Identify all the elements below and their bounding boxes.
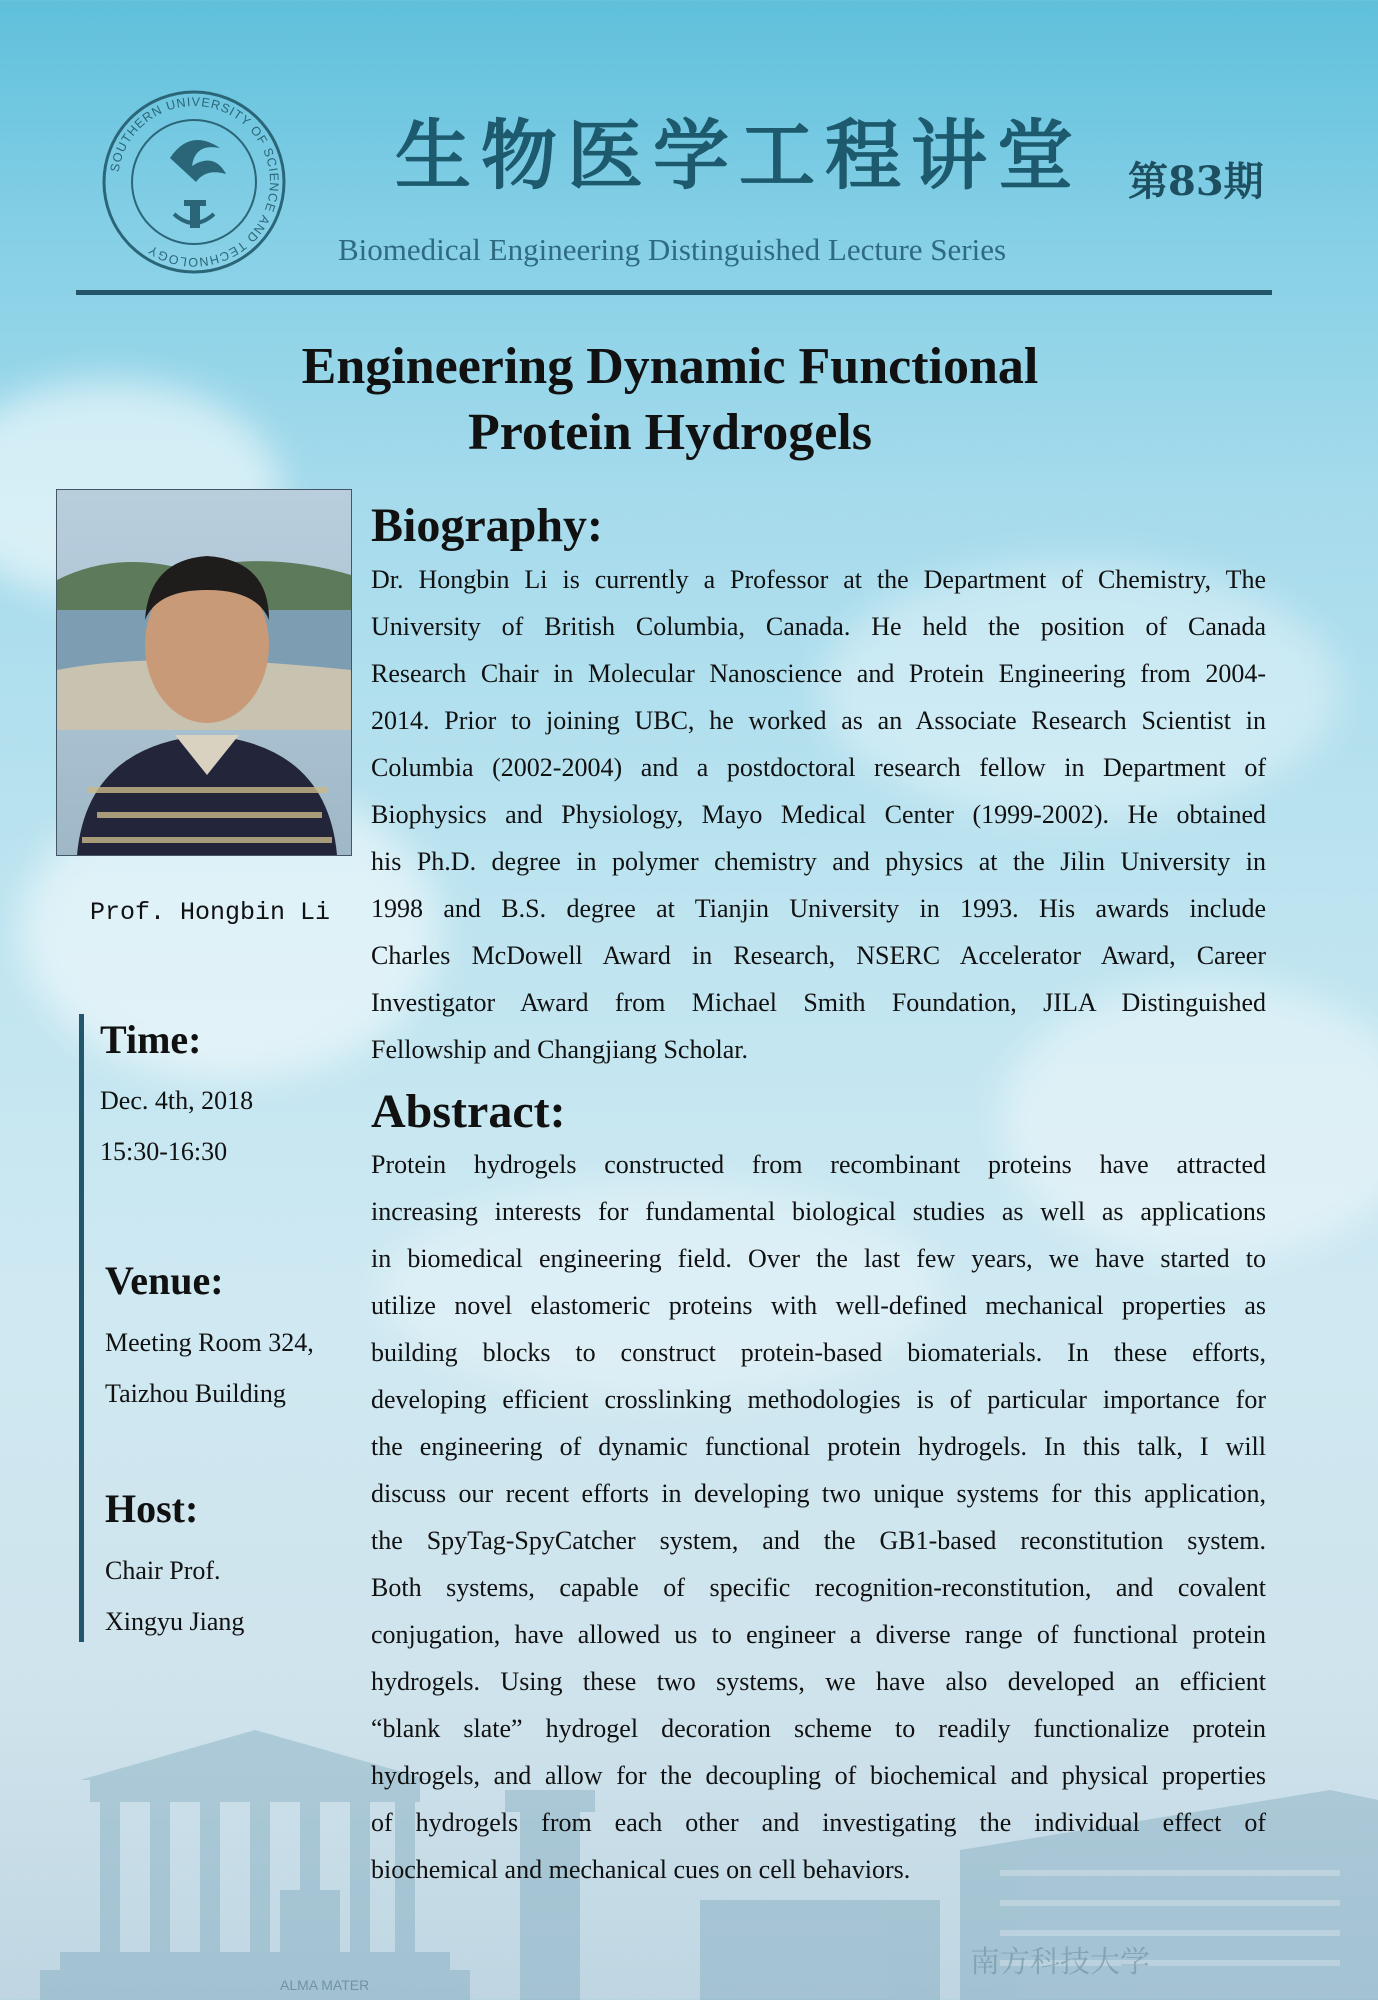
biography-line: his Ph.D. degree in polymer chemistry and physics at the Jilin University in [371,847,1266,876]
issue-number: 第83期 [1128,158,1264,205]
biography-line: Investigator Award from Michael Smith Foundation, JILA Distinguished [371,988,1266,1017]
biography-heading: Biography: [371,499,604,552]
biography-line: Research Chair in Molecular Nanoscience and Protein Engineering from 2004- [371,659,1266,688]
abstract-line: developing efficient crosslinking methodologies is of particular importance for [371,1385,1266,1414]
abstract-line: “blank slate” hydrogel decoration scheme to readily functionalize protein [371,1714,1266,1743]
abstract-line: the engineering of dynamic functional protein hydrogels. In this talk, I will [371,1432,1266,1461]
abstract-line: the SpyTag-SpyCatcher system, and the GB1-based reconstitution system. [371,1526,1266,1555]
lecture-title-line: Engineering Dynamic Functional [301,338,1039,395]
biography-line: Biophysics and Physiology, Mayo Medical Center (1999-2002). He obtained [371,800,1266,829]
venue-line: Meeting Room 324, [105,1328,314,1357]
venue-heading: Venue: [105,1258,224,1303]
statue-plaque: ALMA MATER [280,1977,370,1993]
speaker-photo [56,489,352,856]
biography-line: Columbia (2002-2004) and a postdoctoral research fellow in Department of [371,753,1266,782]
calligraphy-watermark: 南方科技大学 [970,1945,1150,1980]
abstract-line: hydrogels. Using these two systems, we have also developed an efficient [371,1667,1266,1696]
abstract-line: discuss our recent efforts in developing two unique systems for this application, [371,1479,1266,1508]
abstract-line: conjugation, have allowed us to engineer a diverse range of functional protein [371,1620,1266,1649]
series-subtitle: Biomedical Engineering Distinguished Lecture Series [338,232,1007,267]
speaker-name: Prof. Hongbin Li [90,898,331,927]
event-hours: 15:30-16:30 [100,1137,228,1166]
host-line: Chair Prof. [105,1556,221,1585]
abstract-text [371,1141,1266,1893]
event-date: Dec. 4th, 2018 [100,1086,254,1115]
header-divider [76,290,1272,295]
biography-line: University of British Columbia, Canada. He held the position of Canada [371,612,1266,641]
venue-line: Taizhou Building [105,1379,286,1408]
abstract-line: increasing interests for fundamental biological studies as well as applications [371,1197,1266,1226]
abstract-line: of hydrogels from each other and investigating the individual effect of [371,1808,1266,1837]
biography-line: Dr. Hongbin Li is currently a Professor at the Department of Chemistry, The [371,565,1266,594]
biography-line: 2014. Prior to joining UBC, he worked as an Associate Research Scientist in [371,706,1266,735]
biography-line: Charles McDowell Award in Research, NSERC Accelerator Award, Career [371,941,1266,970]
abstract-line: biochemical and mechanical cues on cell behaviors. [371,1855,911,1884]
abstract-line: building blocks to construct protein-based biomaterials. In these efforts, [371,1338,1266,1367]
abstract-line: utilize novel elastomeric proteins with well-defined mechanical properties as [371,1291,1266,1320]
host-line: Xingyu Jiang [105,1607,245,1636]
abstract-heading: Abstract: [371,1085,566,1138]
university-seal-icon [100,88,288,276]
lecture-title [150,334,1190,466]
time-heading: Time: [100,1017,202,1062]
seal-ring-text: SOUTHERN UNIVERSITY OF SCIENCE AND TECHNOLOGY [107,94,282,270]
host-heading: Host: [105,1486,199,1531]
biography-line: 1998 and B.S. degree at Tianjin University in 1993. His awards include [371,894,1266,923]
abstract-line: Protein hydrogels constructed from recombinant proteins have attracted [371,1150,1266,1179]
abstract-line: hydrogels, and allow for the decoupling of biochemical and physical properties [371,1761,1266,1790]
left-accent-bar [79,1262,84,1642]
abstract-line: in biomedical engineering field. Over the last few years, we have started to [371,1244,1266,1273]
lecture-title-line: Protein Hydrogels [468,404,872,461]
abstract-line: Both systems, capable of specific recognition-reconstitution, and covalent [371,1573,1266,1602]
biography-line: Fellowship and Changjiang Scholar. [371,1035,748,1064]
biography-text [371,556,1266,1073]
left-accent-bar [79,1014,84,1270]
series-title-chinese: 生物医学工程讲堂 [395,111,1083,200]
